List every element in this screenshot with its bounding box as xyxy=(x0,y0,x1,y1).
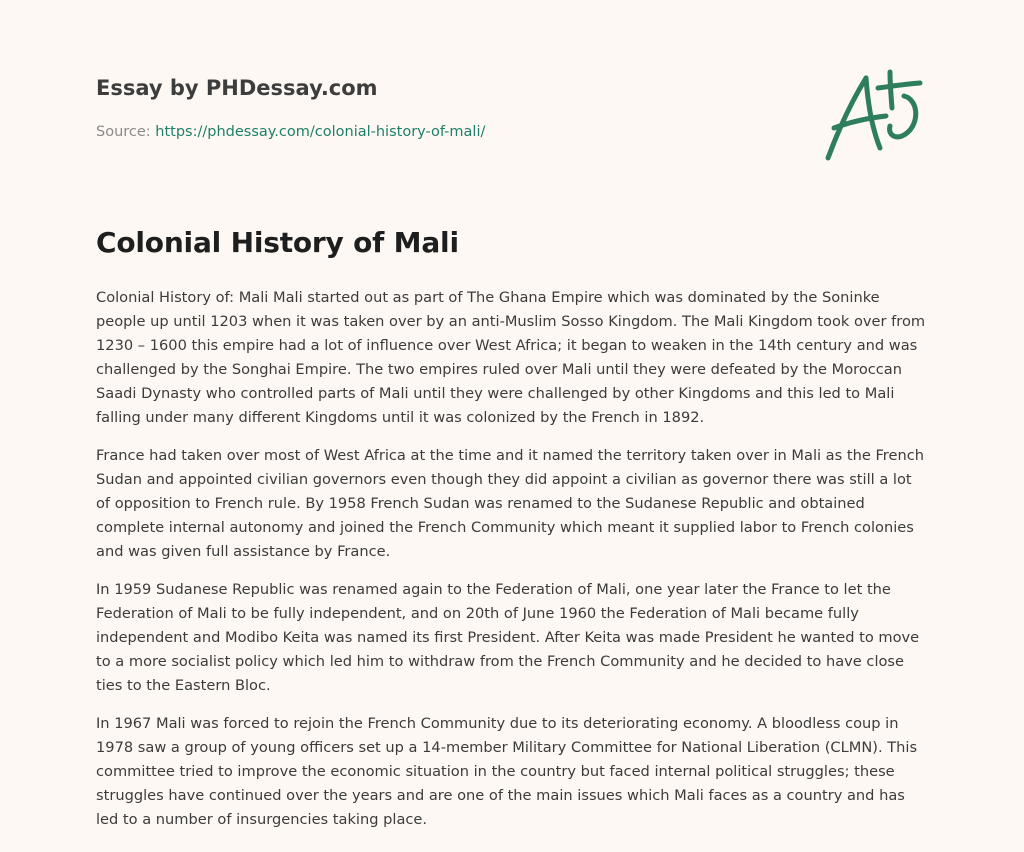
source-line xyxy=(96,124,485,140)
paragraph: Colonial History of: Mali Mali started out as part of The Ghana Empire which was dominated by the Soninke people up until 1203 when it was taken over by an anti-Muslim Sosso Kingdom. The Mali Kingdom took over from 1230 – 1600 this empire had a lot of influence over West Africa; it began to weaken in the 14th century and was challenged by the Songhai Empire. The two empires ruled over Mali until they were defeated by the Moroccan Saadi Dynasty who controlled parts of Mali until they were challenged by other Kingdoms and this led to Mali falling under many different Kingdoms until it was colonized by the French in 1892. xyxy=(96,289,926,426)
site-title: Essay by PHDessay.com xyxy=(96,76,378,100)
a-plus-logo-icon xyxy=(820,66,930,166)
paragraph: France had taken over most of West Africa at the time and it named the territory taken over in Mali as the French Sudan and appointed civilian governors even though they did appoint a civilian as governor there was still a lot of opposition to French rule. By 1958 French Sudan was renamed to the Sudanese Republic and obtained complete internal autonomy and joined the French Community which meant it supplied labor to French colonies and was given full assistance by France. xyxy=(96,447,924,560)
document-body xyxy=(96,286,930,846)
paragraph: In 1959 Sudanese Republic was renamed again to the Federation of Mali, one year later the France to let the Federation of Mali to be fully independent, and on 20th of June 1960 the Federation of Mali became fully independent and Modibo Keita was named its first President. After Keita was made President he wanted to move to a more socialist policy which led him to withdraw from the French Community and he decided to have close ties to the Eastern Bloc. xyxy=(96,581,920,694)
document-title: Colonial History of Mali xyxy=(96,226,459,259)
source-label: Source: xyxy=(96,124,156,140)
source-link[interactable]: https://phdessay.com/colonial-history-of-mali/ xyxy=(155,124,486,140)
paragraph: In 1967 Mali was forced to rejoin the French Community due to its deteriorating economy. A bloodless coup in 1978 saw a group of young officers set up a 14-member Military Committee for National Liberation (CLMN). This committee tried to improve the economic situation in the country but faced internal political struggles; these struggles have continued over the years and are one of the main issues which Mali faces as a country and has led to a number of insurgencies taking place. xyxy=(96,715,918,828)
